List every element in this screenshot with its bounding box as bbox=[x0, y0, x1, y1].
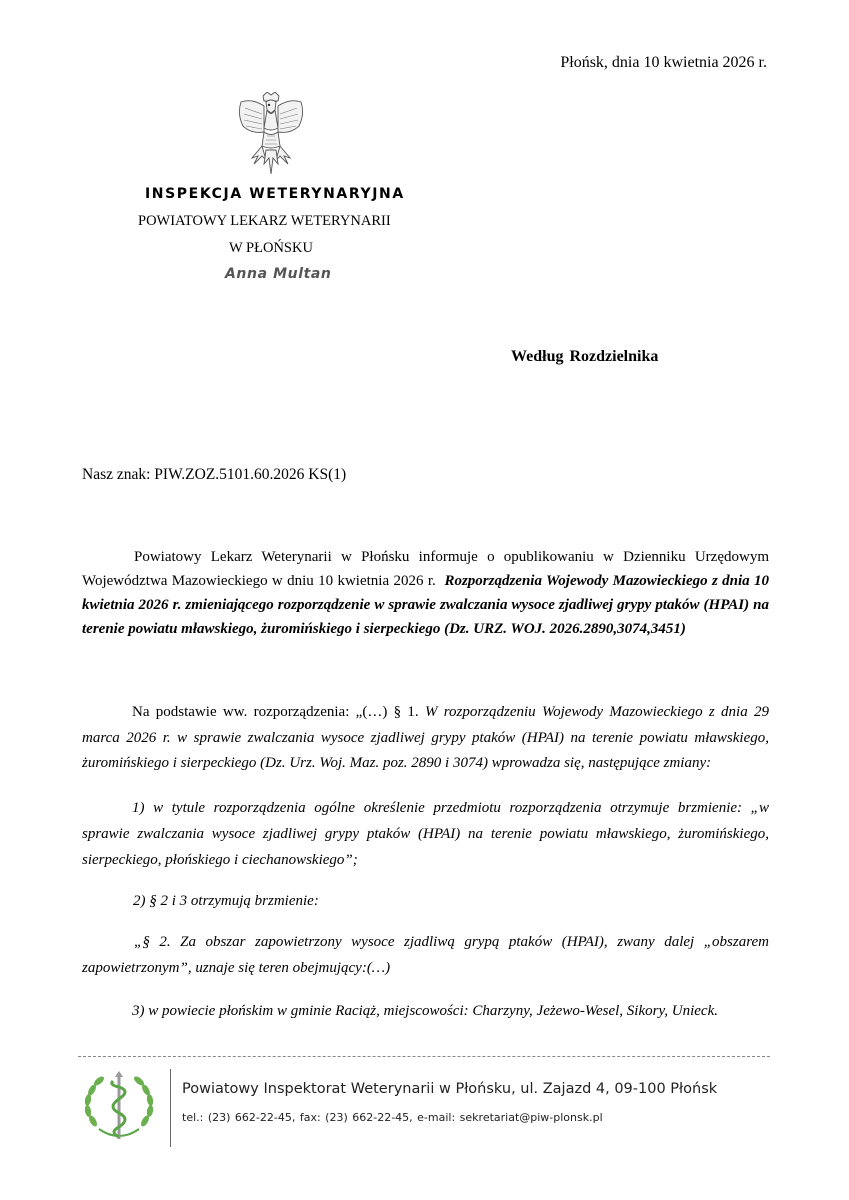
institution-name: INSPEKCJA WETERYNARYJNA bbox=[145, 186, 405, 202]
amendment-item-1 bbox=[82, 795, 769, 873]
footer-separator bbox=[170, 1069, 171, 1147]
document-date: Płońsk, dnia 10 kwietnia 2026 r. bbox=[560, 54, 767, 71]
amendment-item-3-text: 3) w powiecie płońskim w gminie Raciąż, miejscowości: Charzyny, Jeżewo-Wesel, Sikory, Unieck. bbox=[132, 1003, 718, 1019]
footer-contact: tel.: (23) 662-22-45, fax: (23) 662-22-45, e-mail: sekretariat@piw-plonsk.pl bbox=[182, 1111, 603, 1124]
paragraph-basis-quote: W rozporządzeniu Wojewody Mazowieckiego z dnia 29 marca 2026 r. w sprawie zwalczania wysoce zjadliwej grypy ptaków (HPAI) na terenie powiatu mławskiego, żuromińskiego i sierpeckiego (Dz. Urz. Woj. Maz. poz. 2890 i 3074) wprowadza się, następujące zmiany: bbox=[82, 704, 770, 771]
recipient: Według Rozdzielnika bbox=[511, 348, 659, 365]
regulation-title: Rozporządzenia Wojewody Mazowieckiego z dnia 10 kwietnia 2026 r. zmieniającego rozporządzenie w sprawie zwalczania wysoce zjadliwej grypy ptaków (HPAI) na terenie powiatu mławskiego, żuromińskiego i sierpeckiego (Dz. URZ. WOJ. 2026.2890,3074,3451) bbox=[82, 573, 769, 637]
footer-divider bbox=[78, 1056, 770, 1057]
reference-number: Nasz znak: PIW.ZOZ.5101.60.2026 KS(1) bbox=[82, 466, 347, 483]
amendment-item-2-text: 2) § 2 i 3 otrzymują brzmienie: bbox=[133, 893, 319, 909]
footer-address: Powiatowy Inspektorat Weterynarii w Płońsku, ul. Zajazd 4, 09-100 Płońsk bbox=[182, 1081, 718, 1097]
amendment-item-2 bbox=[82, 889, 769, 913]
veterinary-caduceus-logo-icon bbox=[79, 1069, 159, 1149]
paragraph-basis bbox=[82, 700, 769, 777]
institution-city: W PŁOŃSKU bbox=[229, 240, 313, 256]
polish-eagle-emblem-icon bbox=[236, 92, 306, 178]
institution-title: POWIATOWY LEKARZ WETERYNARII bbox=[138, 213, 391, 229]
amendment-item-1-text: 1) w tytule rozporządzenia ogólne określenie przedmiotu rozporządzenia otrzymuje brzmienie: „w sprawie zwalczania wysoce zjadliwej grypy ptaków (HPAI) na terenie powiatu mławskiego, żuromińskiego, sierpeckiego, płońskiego i ciechanowskiego”; bbox=[82, 800, 769, 868]
paragraph-infected-area-text: „§ 2. Za obszar zapowietrzony wysoce zjadliwą grypą ptaków (HPAI), zwany dalej „obszarem zapowietrzonym”, uznaje się teren obejmujący:(…) bbox=[82, 934, 769, 976]
paragraph-infected-area bbox=[82, 929, 769, 981]
amendment-item-3 bbox=[82, 999, 769, 1023]
signer-name: Anna Multan bbox=[225, 266, 332, 282]
paragraph-intro-text: Powiatowy Lekarz Weterynarii w Płońsku informuje o opublikowaniu w Dzienniku Urzędowym Województwa Mazowieckiego w dniu 10 kwietnia 2026 r. bbox=[82, 549, 769, 589]
paragraph-intro bbox=[82, 545, 769, 641]
paragraph-basis-intro: Na podstawie ww. rozporządzenia: „(…) § 1. bbox=[132, 704, 419, 720]
